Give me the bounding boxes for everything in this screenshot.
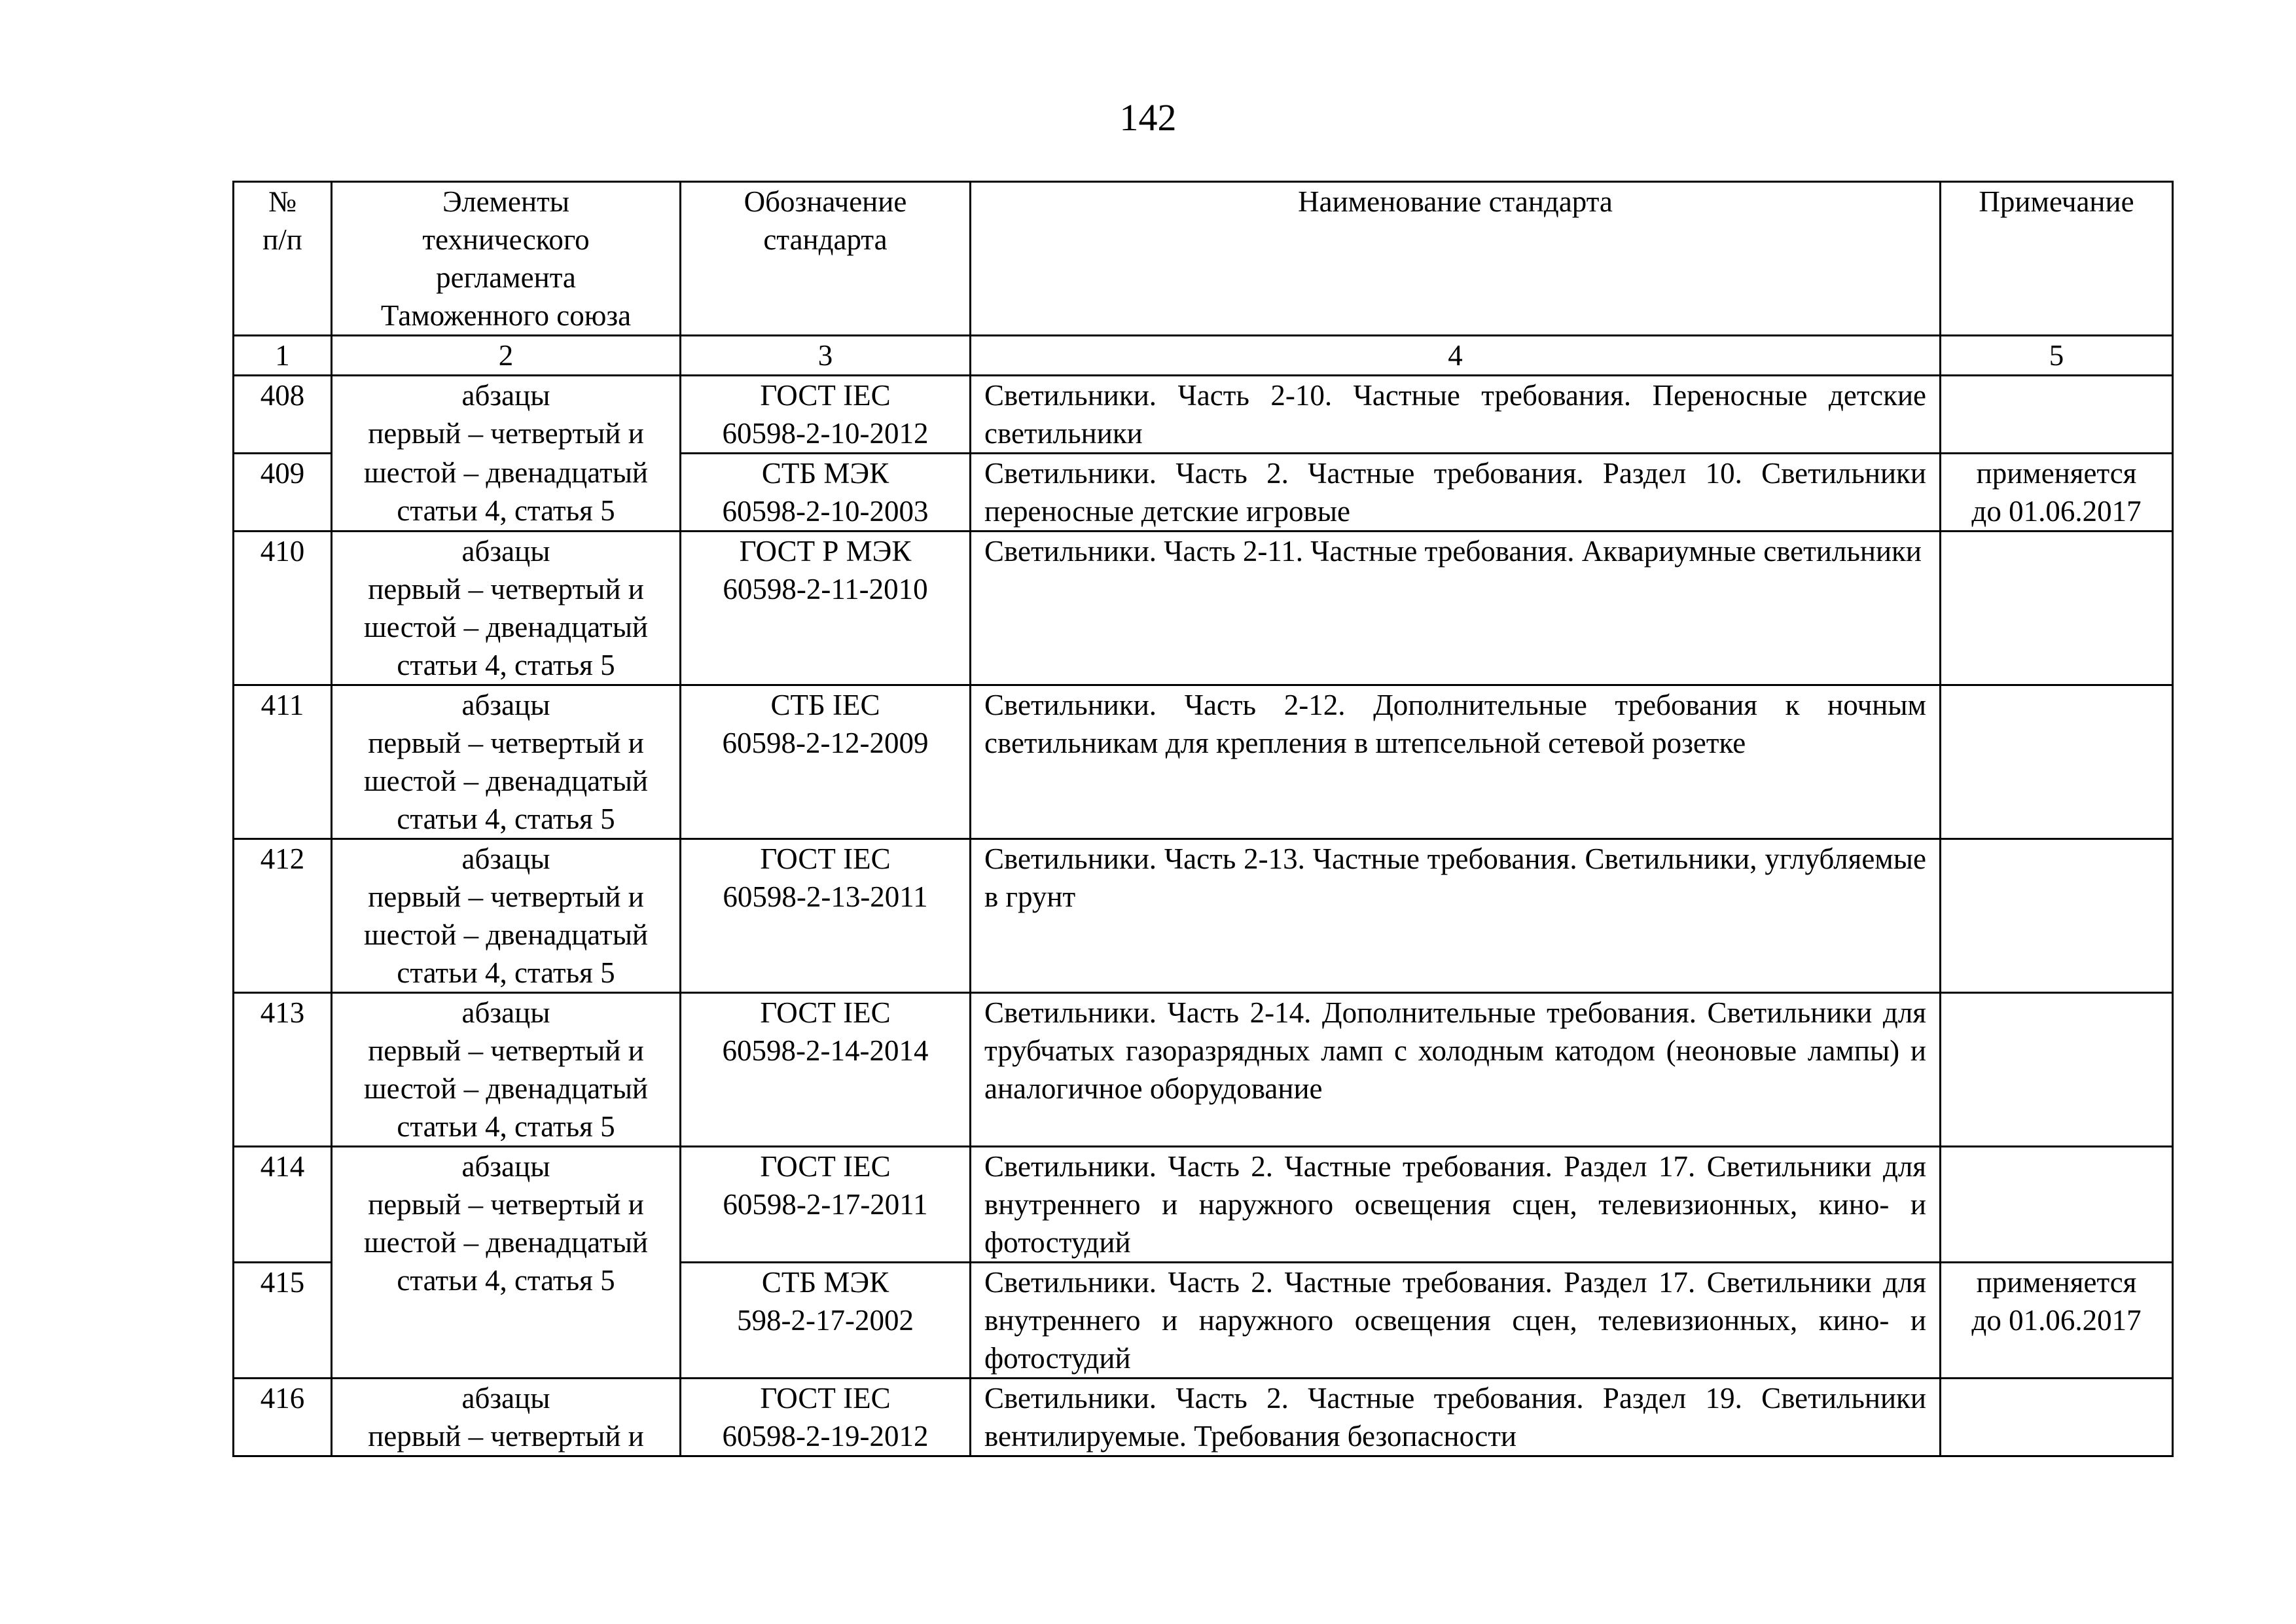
row-element: абзацы первый – четвертый и шестой – двенадцатый статьи 4, статья 5 [332, 532, 681, 685]
row-note [1941, 839, 2173, 993]
table-row [234, 993, 2173, 1147]
column-numbers-row [234, 336, 2173, 376]
row-designation: ГОСТ IEC 60598-2-19-2012 [681, 1379, 971, 1456]
table-row [234, 454, 2173, 532]
table-row [234, 685, 2173, 839]
table-row [234, 376, 2173, 454]
row-standard-name: Светильники. Часть 2-10. Частные требования. Переносные детские светильники [971, 376, 1941, 454]
row-note [1941, 1379, 2173, 1456]
row-number: 409 [234, 454, 332, 532]
row-designation: ГОСТ IEC 60598-2-13-2011 [681, 839, 971, 993]
row-number: 413 [234, 993, 332, 1147]
header-standard-name: Наименование стандарта [971, 182, 1941, 336]
column-number: 3 [681, 336, 971, 376]
row-element: абзацы первый – четвертый и шестой – двенадцатый статьи 4, статья 5 [332, 839, 681, 993]
row-standard-name: Светильники. Часть 2-14. Дополнительные требования. Светильники для трубчатых газоразрядных ламп с холодным катодом (неоновые лампы) и аналогичное оборудование [971, 993, 1941, 1147]
table-row [234, 1379, 2173, 1456]
row-number: 408 [234, 376, 332, 454]
header-element: Элементы технического регламента Таможенного союза [332, 182, 681, 336]
column-number: 5 [1941, 336, 2173, 376]
column-number: 1 [234, 336, 332, 376]
column-number: 4 [971, 336, 1941, 376]
row-standard-name: Светильники. Часть 2. Частные требования. Раздел 10. Светильники переносные детские игровые [971, 454, 1941, 532]
table-header-row [234, 182, 2173, 336]
table-row [234, 1147, 2173, 1263]
row-designation: ГОСТ IEC 60598-2-17-2011 [681, 1147, 971, 1263]
table-row [234, 839, 2173, 993]
column-number: 2 [332, 336, 681, 376]
row-designation: СТБ МЭК 60598-2-10-2003 [681, 454, 971, 532]
row-element: абзацы первый – четвертый и шестой – двенадцатый статьи 4, статья 5 [332, 993, 681, 1147]
row-designation: СТБ МЭК 598-2-17-2002 [681, 1263, 971, 1379]
row-standard-name: Светильники. Часть 2-12. Дополнительные требования к ночным светильникам для крепления в штепсельной сетевой розетке [971, 685, 1941, 839]
row-designation: ГОСТ Р МЭК 60598-2-11-2010 [681, 532, 971, 685]
row-element: шестой – двенадцатый статьи 4, статья 5 [332, 454, 681, 532]
row-note [1941, 685, 2173, 839]
header-designation: Обозначение стандарта [681, 182, 971, 336]
header-note: Примечание [1941, 182, 2173, 336]
row-note: применяется до 01.06.2017 [1941, 454, 2173, 532]
row-standard-name: Светильники. Часть 2. Частные требования. Раздел 17. Светильники для внутреннего и наружного освещения сцен, телевизионных, кино- и фотостудий [971, 1147, 1941, 1263]
row-designation: ГОСТ IEC 60598-2-14-2014 [681, 993, 971, 1147]
row-element: абзацы первый – четвертый и [332, 1379, 681, 1456]
row-standard-name: Светильники. Часть 2. Частные требования. Раздел 17. Светильники для внутреннего и наружного освещения сцен, телевизионных, кино- и фотостудий [971, 1263, 1941, 1379]
row-number: 412 [234, 839, 332, 993]
row-standard-name: Светильники. Часть 2. Частные требования. Раздел 19. Светильники вентилируемые. Требования безопасности [971, 1379, 1941, 1456]
row-number: 410 [234, 532, 332, 685]
row-element: абзацы первый – четвертый и [332, 376, 681, 454]
table-row [234, 532, 2173, 685]
row-note [1941, 532, 2173, 685]
row-element: абзацы первый – четвертый и шестой – двенадцатый статьи 4, статья 5 [332, 1147, 681, 1379]
row-note [1941, 376, 2173, 454]
row-standard-name: Светильники. Часть 2-11. Частные требования. Аквариумные светильники [971, 532, 1941, 685]
row-number: 415 [234, 1263, 332, 1379]
row-note [1941, 1147, 2173, 1263]
page-number: 142 [1119, 96, 1177, 139]
row-number: 414 [234, 1147, 332, 1263]
header-number: № п/п [234, 182, 332, 336]
row-designation: СТБ IEC 60598-2-12-2009 [681, 685, 971, 839]
row-element: абзацы первый – четвертый и шестой – двенадцатый статьи 4, статья 5 [332, 685, 681, 839]
row-note: применяется до 01.06.2017 [1941, 1263, 2173, 1379]
standards-table [232, 181, 2174, 1457]
row-note [1941, 993, 2173, 1147]
row-number: 416 [234, 1379, 332, 1456]
row-standard-name: Светильники. Часть 2-13. Частные требования. Светильники, углубляемые в грунт [971, 839, 1941, 993]
row-designation: ГОСТ IEC 60598-2-10-2012 [681, 376, 971, 454]
row-number: 411 [234, 685, 332, 839]
